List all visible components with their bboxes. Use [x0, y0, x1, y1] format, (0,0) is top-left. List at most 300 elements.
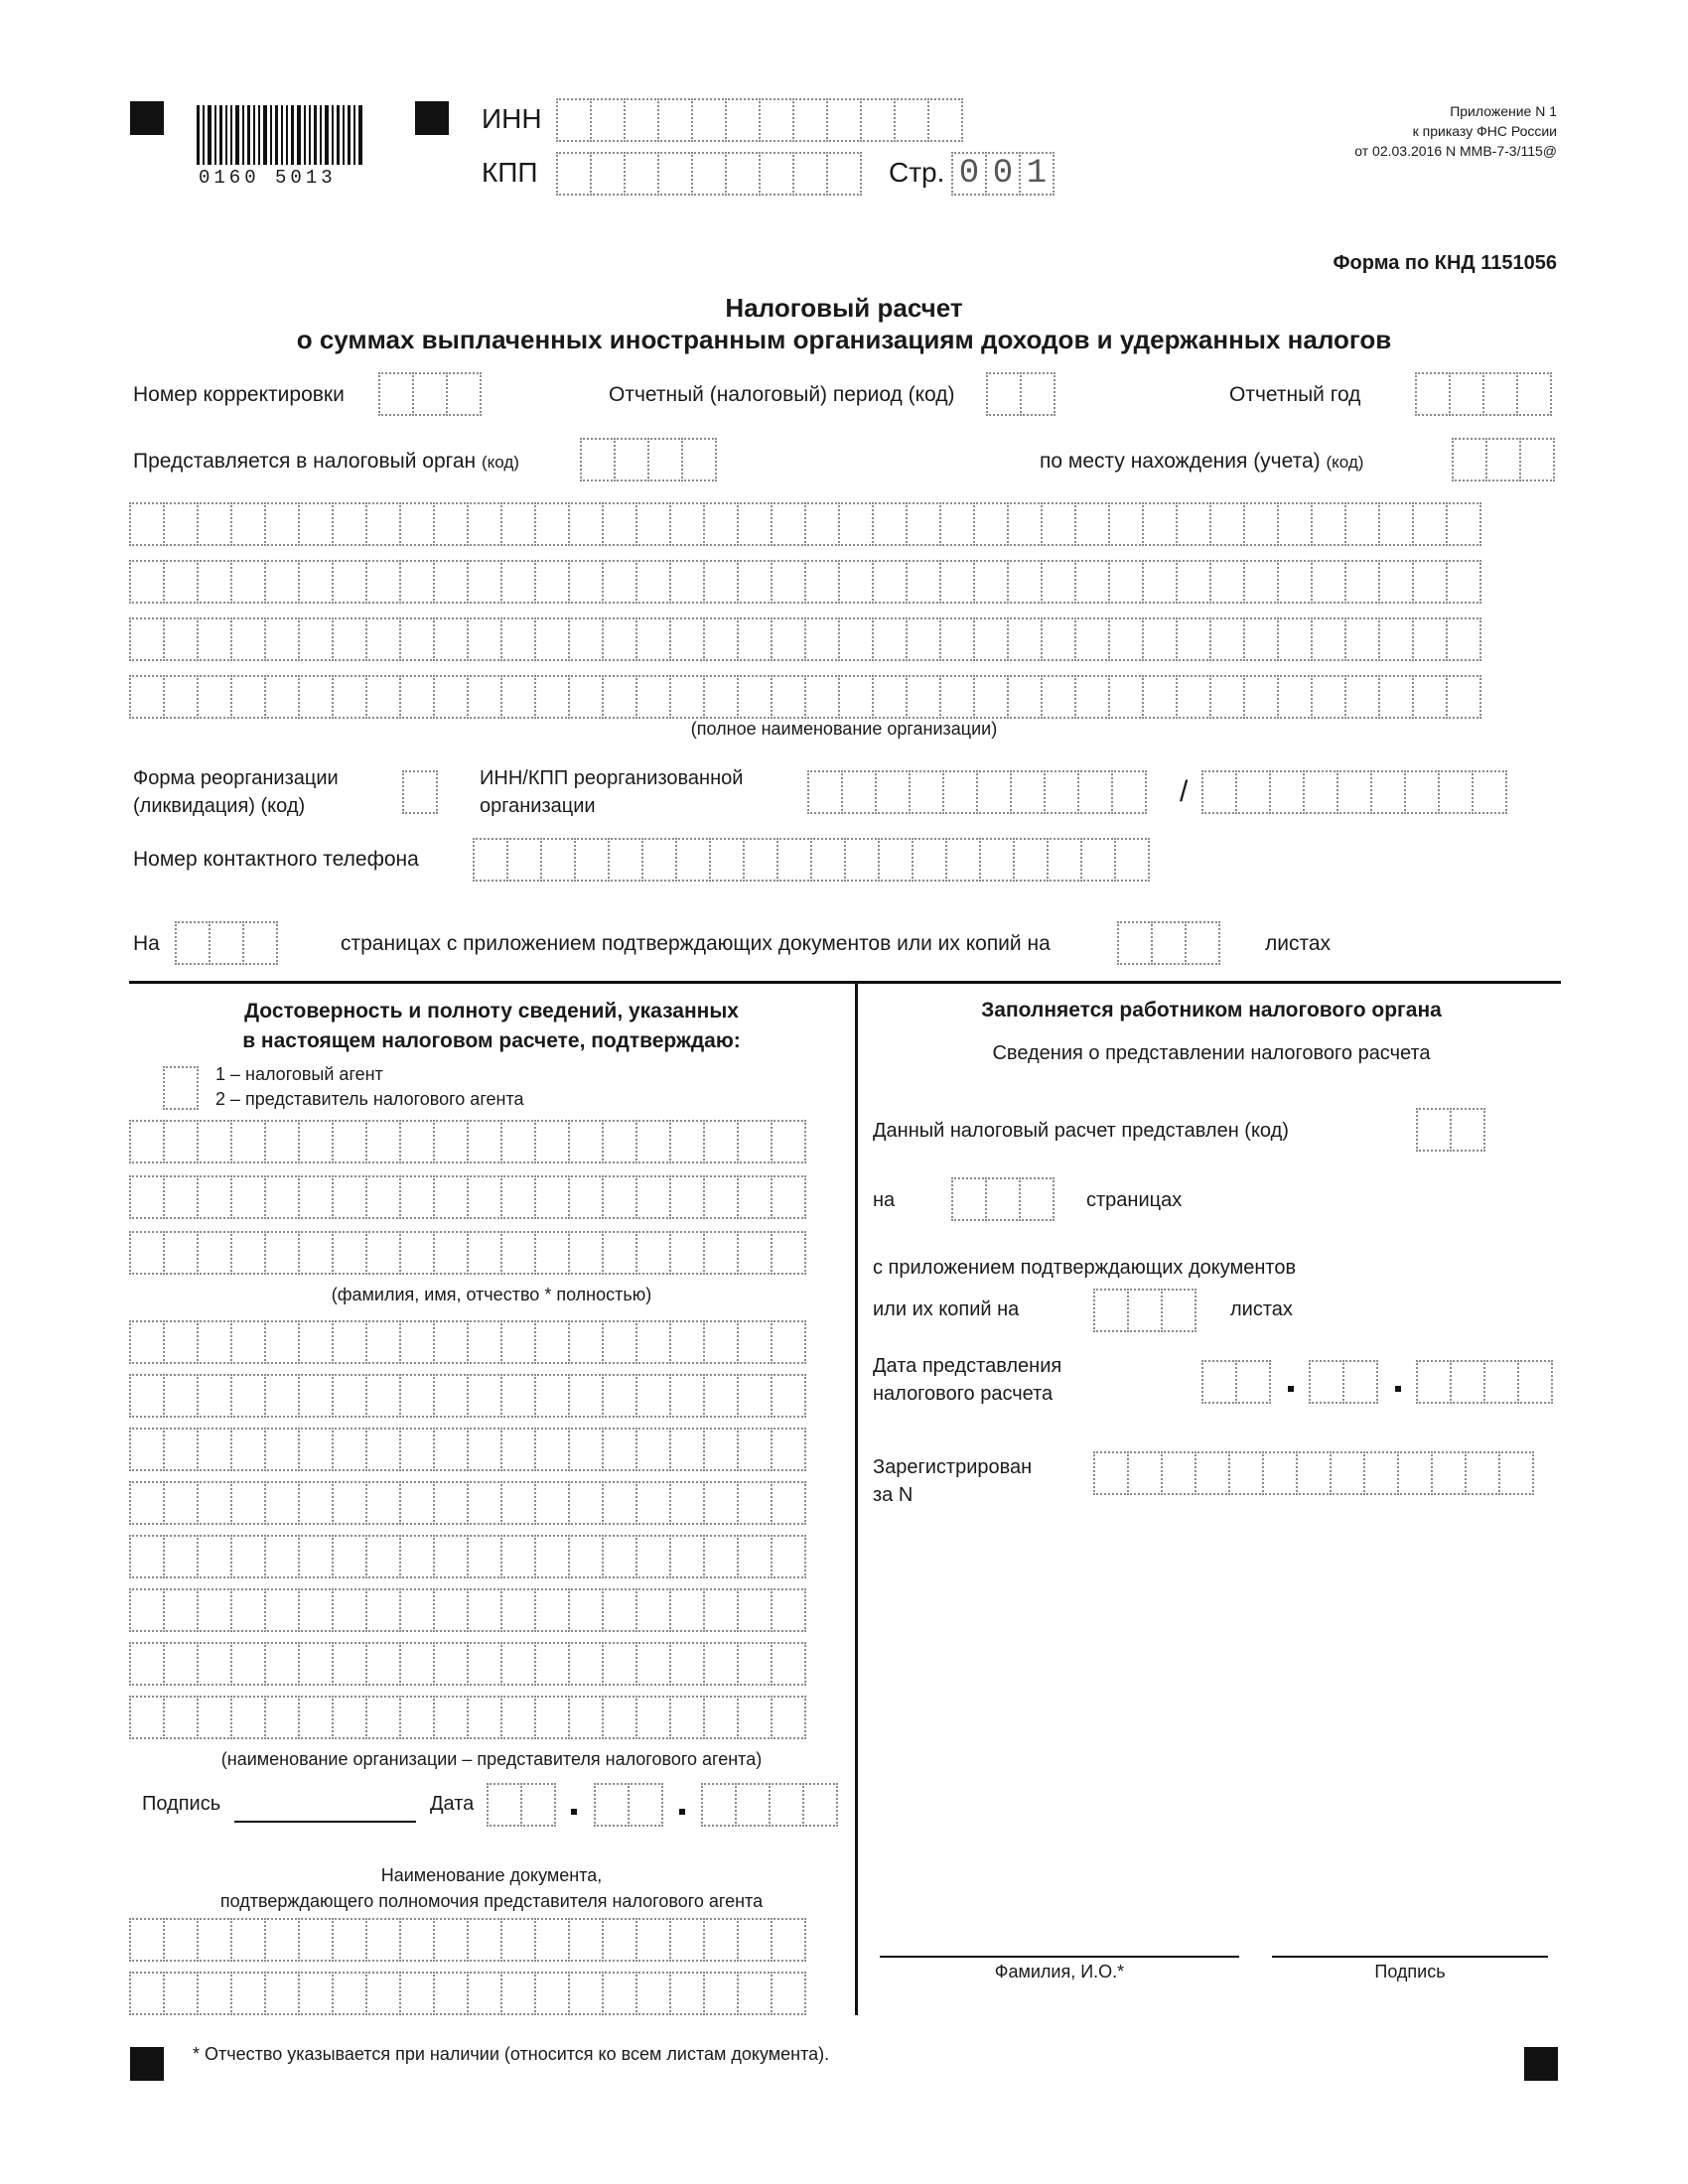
input-cell[interactable] — [703, 1320, 739, 1364]
input-cell[interactable] — [230, 1481, 266, 1525]
input-cell[interactable] — [1446, 617, 1481, 661]
input-cell[interactable] — [298, 675, 334, 719]
input-cell[interactable] — [365, 1320, 401, 1364]
input-cell[interactable] — [1344, 502, 1380, 546]
input-cell[interactable] — [467, 1374, 502, 1418]
input-cell[interactable] — [872, 675, 908, 719]
input-cell[interactable] — [1185, 921, 1220, 965]
input-cell[interactable] — [163, 1231, 199, 1275]
input-cell[interactable] — [163, 560, 199, 604]
input-cell[interactable] — [635, 617, 671, 661]
input-cell[interactable] — [506, 838, 542, 882]
input-cell[interactable] — [568, 1918, 604, 1962]
input-cell[interactable] — [669, 1972, 705, 2015]
input-cell[interactable] — [230, 617, 266, 661]
input-cell[interactable] — [872, 502, 908, 546]
input-cell[interactable] — [669, 1231, 705, 1275]
input-cell[interactable] — [1077, 770, 1113, 814]
input-cell[interactable] — [197, 1535, 232, 1578]
input-cell[interactable] — [602, 1696, 637, 1739]
input-cell[interactable] — [365, 1588, 401, 1632]
input-cell[interactable] — [737, 1320, 773, 1364]
input-cell[interactable] — [129, 1588, 165, 1632]
input-cell[interactable] — [669, 675, 705, 719]
input-cell[interactable] — [635, 1972, 671, 2015]
input-cell[interactable] — [197, 1588, 232, 1632]
input-cell[interactable] — [365, 1374, 401, 1418]
org-name-row-3[interactable] — [129, 617, 1479, 661]
input-cell[interactable] — [332, 1120, 367, 1163]
input-cell[interactable] — [1114, 838, 1150, 882]
input-cell[interactable] — [951, 1177, 987, 1221]
input-cell[interactable] — [365, 1972, 401, 2015]
input-cell[interactable] — [467, 1588, 502, 1632]
input-cell[interactable] — [681, 438, 717, 481]
input-cell[interactable] — [534, 1972, 570, 2015]
input-cell[interactable] — [602, 1972, 637, 2015]
input-cell[interactable] — [737, 675, 773, 719]
input-cell[interactable] — [500, 1918, 536, 1962]
input-cell[interactable] — [568, 502, 604, 546]
input-cell[interactable] — [635, 1320, 671, 1364]
input-cell[interactable] — [743, 838, 778, 882]
input-cell[interactable] — [737, 560, 773, 604]
right-date-year[interactable] — [1416, 1360, 1551, 1404]
input-cell[interactable] — [1161, 1451, 1196, 1495]
input-cell[interactable] — [264, 617, 300, 661]
fio-row-2[interactable] — [129, 1175, 804, 1219]
input-cell[interactable] — [1378, 502, 1414, 546]
input-cell[interactable] — [771, 560, 806, 604]
input-cell[interactable] — [534, 1481, 570, 1525]
input-cell[interactable] — [838, 675, 874, 719]
input-cell[interactable] — [771, 1642, 806, 1686]
input-cell[interactable] — [230, 1374, 266, 1418]
input-cell[interactable] — [1277, 560, 1313, 604]
input-cell[interactable] — [602, 1428, 637, 1471]
phone-cells[interactable] — [473, 838, 1148, 882]
input-cell[interactable] — [365, 617, 401, 661]
input-cell[interactable] — [1449, 372, 1484, 416]
input-cell[interactable] — [264, 1972, 300, 2015]
input-cell[interactable] — [520, 1783, 556, 1827]
input-cell[interactable] — [433, 1374, 469, 1418]
input-cell[interactable] — [1074, 675, 1110, 719]
input-cell[interactable] — [844, 838, 880, 882]
input-cell[interactable] — [467, 1918, 502, 1962]
input-cell[interactable] — [1309, 1360, 1344, 1404]
input-cell[interactable] — [1311, 675, 1346, 719]
input-cell[interactable] — [669, 1175, 705, 1219]
org-rep-row-4[interactable] — [129, 1481, 804, 1525]
input-cell[interactable] — [467, 1175, 502, 1219]
input-cell[interactable] — [568, 1120, 604, 1163]
input-cell[interactable] — [1482, 372, 1518, 416]
input-cell[interactable] — [759, 152, 794, 196]
input-cell[interactable] — [1296, 1451, 1332, 1495]
input-cell[interactable] — [433, 1320, 469, 1364]
input-cell[interactable] — [1412, 675, 1448, 719]
input-cell[interactable] — [635, 1642, 671, 1686]
input-cell[interactable] — [556, 152, 592, 196]
input-cell[interactable] — [635, 1535, 671, 1578]
input-cell[interactable] — [1195, 1451, 1230, 1495]
input-cell[interactable] — [500, 1481, 536, 1525]
input-cell[interactable] — [1093, 1289, 1129, 1332]
input-cell[interactable] — [298, 1374, 334, 1418]
input-cell[interactable] — [534, 617, 570, 661]
input-cell[interactable] — [433, 1642, 469, 1686]
input-cell[interactable] — [771, 1481, 806, 1525]
input-cell[interactable] — [467, 1972, 502, 2015]
input-cell[interactable] — [771, 675, 806, 719]
input-cell[interactable] — [230, 1972, 266, 2015]
input-cell[interactable] — [635, 502, 671, 546]
input-cell[interactable] — [433, 1696, 469, 1739]
input-cell[interactable] — [264, 1175, 300, 1219]
input-cell[interactable] — [602, 560, 637, 604]
input-cell[interactable] — [602, 1231, 637, 1275]
input-cell[interactable] — [635, 1175, 671, 1219]
input-cell[interactable] — [230, 1642, 266, 1686]
right-date-month[interactable] — [1309, 1360, 1376, 1404]
input-cell[interactable] — [635, 1231, 671, 1275]
input-cell[interactable] — [332, 675, 367, 719]
input-cell[interactable] — [701, 1783, 737, 1827]
input-cell[interactable] — [703, 502, 739, 546]
input-cell[interactable] — [810, 838, 846, 882]
input-cell[interactable] — [735, 1783, 771, 1827]
input-cell[interactable] — [230, 560, 266, 604]
input-cell[interactable] — [973, 560, 1009, 604]
input-cell[interactable] — [298, 617, 334, 661]
input-cell[interactable] — [568, 1428, 604, 1471]
input-cell[interactable] — [534, 1642, 570, 1686]
input-cell[interactable] — [433, 1481, 469, 1525]
input-cell[interactable] — [402, 770, 438, 814]
input-cell[interactable] — [737, 1642, 773, 1686]
input-cell[interactable] — [365, 1120, 401, 1163]
input-cell[interactable] — [500, 560, 536, 604]
input-cell[interactable] — [467, 1120, 502, 1163]
input-cell[interactable] — [365, 1428, 401, 1471]
input-cell[interactable] — [909, 770, 944, 814]
right-pages-cells[interactable] — [951, 1177, 1053, 1221]
input-cell[interactable] — [771, 1428, 806, 1471]
input-cell[interactable] — [487, 1783, 522, 1827]
inn-cells[interactable] — [556, 98, 961, 142]
input-cell[interactable] — [771, 1535, 806, 1578]
input-cell[interactable] — [500, 502, 536, 546]
input-cell[interactable] — [590, 152, 626, 196]
input-cell[interactable] — [838, 560, 874, 604]
input-cell[interactable] — [826, 98, 862, 142]
input-cell[interactable] — [691, 152, 727, 196]
input-cell[interactable] — [433, 502, 469, 546]
input-cell[interactable] — [433, 1175, 469, 1219]
input-cell[interactable] — [1108, 560, 1144, 604]
input-cell[interactable] — [365, 502, 401, 546]
input-cell[interactable] — [635, 1374, 671, 1418]
input-cell[interactable] — [230, 1696, 266, 1739]
input-cell[interactable] — [197, 502, 232, 546]
input-cell[interactable] — [703, 1231, 739, 1275]
input-cell[interactable] — [771, 1320, 806, 1364]
input-cell[interactable] — [1450, 1108, 1485, 1152]
input-cell[interactable] — [635, 1588, 671, 1632]
input-cell[interactable] — [175, 921, 211, 965]
input-cell[interactable] — [872, 560, 908, 604]
input-cell[interactable] — [602, 1374, 637, 1418]
sheets-count-cells[interactable] — [1117, 921, 1218, 965]
input-cell[interactable] — [1243, 560, 1279, 604]
input-cell[interactable] — [1438, 770, 1474, 814]
input-cell[interactable] — [703, 1642, 739, 1686]
input-cell[interactable] — [860, 98, 896, 142]
input-cell[interactable] — [1108, 675, 1144, 719]
input-cell[interactable] — [657, 98, 693, 142]
input-cell[interactable] — [163, 1642, 199, 1686]
input-cell[interactable] — [669, 502, 705, 546]
kpp-cells[interactable] — [556, 152, 860, 196]
input-cell[interactable] — [669, 617, 705, 661]
input-cell[interactable] — [635, 1428, 671, 1471]
input-cell[interactable] — [556, 98, 592, 142]
input-cell[interactable] — [534, 1918, 570, 1962]
input-cell[interactable] — [1041, 560, 1076, 604]
input-cell[interactable] — [163, 1120, 199, 1163]
input-cell[interactable] — [129, 1481, 165, 1525]
input-cell[interactable] — [1176, 617, 1211, 661]
input-cell[interactable] — [298, 1588, 334, 1632]
input-cell[interactable] — [332, 1588, 367, 1632]
input-cell[interactable] — [986, 372, 1022, 416]
input-cell[interactable] — [230, 1535, 266, 1578]
input-cell[interactable] — [669, 1696, 705, 1739]
input-cell[interactable] — [500, 1374, 536, 1418]
input-cell[interactable] — [703, 1481, 739, 1525]
input-cell[interactable] — [939, 675, 975, 719]
input-cell[interactable] — [669, 1535, 705, 1578]
input-cell[interactable] — [332, 1918, 367, 1962]
input-cell[interactable] — [197, 1696, 232, 1739]
input-cell[interactable] — [264, 502, 300, 546]
input-cell[interactable] — [641, 838, 677, 882]
input-cell[interactable] — [298, 1175, 334, 1219]
input-cell[interactable] — [1446, 675, 1481, 719]
input-cell[interactable] — [568, 1374, 604, 1418]
input-cell[interactable] — [264, 1320, 300, 1364]
input-cell[interactable] — [624, 152, 659, 196]
input-cell[interactable] — [163, 1696, 199, 1739]
input-cell[interactable] — [635, 1481, 671, 1525]
input-cell[interactable] — [703, 617, 739, 661]
input-cell[interactable] — [1363, 1451, 1399, 1495]
input-cell[interactable] — [725, 98, 761, 142]
input-cell[interactable] — [163, 1535, 199, 1578]
location-cells[interactable] — [1452, 438, 1553, 481]
input-cell[interactable] — [1311, 617, 1346, 661]
input-cell[interactable] — [703, 1918, 739, 1962]
input-cell[interactable] — [129, 1320, 165, 1364]
input-cell[interactable] — [500, 1588, 536, 1632]
input-cell[interactable] — [804, 675, 840, 719]
correction-number-cells[interactable] — [378, 372, 480, 416]
input-cell[interactable] — [534, 1320, 570, 1364]
registered-cells[interactable] — [1093, 1451, 1532, 1495]
input-cell[interactable] — [804, 560, 840, 604]
input-cell[interactable] — [467, 1320, 502, 1364]
input-cell[interactable] — [197, 1120, 232, 1163]
input-cell[interactable] — [163, 1175, 199, 1219]
input-cell[interactable] — [467, 1428, 502, 1471]
input-cell[interactable] — [433, 1428, 469, 1471]
input-cell[interactable] — [602, 1642, 637, 1686]
input-cell[interactable] — [1516, 372, 1552, 416]
reporting-year-cells[interactable] — [1415, 372, 1550, 416]
input-cell[interactable] — [298, 1120, 334, 1163]
input-cell[interactable] — [534, 675, 570, 719]
input-cell[interactable] — [298, 560, 334, 604]
input-cell[interactable] — [624, 98, 659, 142]
input-cell[interactable] — [568, 1642, 604, 1686]
input-cell[interactable] — [602, 1481, 637, 1525]
input-cell[interactable] — [1209, 502, 1245, 546]
input-cell[interactable] — [230, 675, 266, 719]
input-cell[interactable] — [737, 1535, 773, 1578]
officer-fio-line[interactable] — [880, 1956, 1239, 1958]
input-cell[interactable] — [230, 1320, 266, 1364]
input-cell[interactable] — [1007, 560, 1043, 604]
left-date-month[interactable] — [594, 1783, 661, 1827]
org-rep-row-3[interactable] — [129, 1428, 804, 1471]
input-cell[interactable] — [129, 1428, 165, 1471]
input-cell[interactable] — [298, 1918, 334, 1962]
input-cell[interactable] — [534, 1175, 570, 1219]
input-cell[interactable] — [129, 1120, 165, 1163]
input-cell[interactable] — [976, 770, 1012, 814]
input-cell[interactable] — [1074, 617, 1110, 661]
input-cell[interactable] — [412, 372, 448, 416]
input-cell[interactable] — [568, 1231, 604, 1275]
input-cell[interactable] — [129, 617, 165, 661]
org-name-row-1[interactable] — [129, 502, 1479, 546]
input-cell[interactable] — [197, 1428, 232, 1471]
input-cell[interactable] — [669, 560, 705, 604]
input-cell[interactable] — [804, 617, 840, 661]
input-cell[interactable] — [365, 1481, 401, 1525]
input-cell[interactable] — [737, 1175, 773, 1219]
input-cell[interactable] — [1412, 617, 1448, 661]
input-cell[interactable] — [264, 560, 300, 604]
input-cell[interactable] — [1142, 560, 1178, 604]
input-cell[interactable] — [703, 1535, 739, 1578]
input-cell[interactable] — [628, 1783, 663, 1827]
input-cell[interactable] — [1446, 502, 1481, 546]
input-cell[interactable] — [602, 1320, 637, 1364]
input-cell[interactable] — [771, 1918, 806, 1962]
reorg-form-cells[interactable] — [402, 770, 436, 814]
input-cell[interactable] — [332, 617, 367, 661]
input-cell[interactable] — [197, 1918, 232, 1962]
org-name-row-4[interactable] — [129, 675, 1479, 719]
pages-count-cells[interactable] — [175, 921, 276, 965]
input-cell[interactable] — [500, 1428, 536, 1471]
input-cell[interactable] — [737, 1918, 773, 1962]
input-cell[interactable] — [197, 1320, 232, 1364]
input-cell[interactable] — [129, 1642, 165, 1686]
input-cell[interactable] — [1485, 438, 1521, 481]
input-cell[interactable] — [807, 770, 843, 814]
input-cell[interactable] — [1450, 1360, 1485, 1404]
input-cell[interactable] — [771, 1696, 806, 1739]
input-cell[interactable] — [1412, 560, 1448, 604]
input-cell[interactable] — [1416, 1108, 1452, 1152]
input-cell[interactable] — [230, 1588, 266, 1632]
input-cell[interactable] — [365, 1642, 401, 1686]
input-cell[interactable] — [635, 560, 671, 604]
fio-row-3[interactable] — [129, 1231, 804, 1275]
input-cell[interactable] — [1201, 770, 1237, 814]
input-cell[interactable] — [230, 1120, 266, 1163]
right-sheets-cells[interactable] — [1093, 1289, 1195, 1332]
input-cell[interactable] — [197, 1642, 232, 1686]
input-cell[interactable] — [163, 1320, 199, 1364]
input-cell[interactable] — [298, 1972, 334, 2015]
input-cell[interactable] — [590, 98, 626, 142]
input-cell[interactable] — [399, 675, 435, 719]
input-cell[interactable] — [973, 617, 1009, 661]
input-cell[interactable] — [197, 1231, 232, 1275]
input-cell[interactable] — [1111, 770, 1147, 814]
input-cell[interactable] — [298, 1231, 334, 1275]
input-cell[interactable] — [433, 1918, 469, 1962]
input-cell[interactable] — [737, 1231, 773, 1275]
input-cell[interactable] — [1007, 502, 1043, 546]
input-cell[interactable] — [230, 1918, 266, 1962]
fio-row-1[interactable] — [129, 1120, 804, 1163]
input-cell[interactable] — [534, 1588, 570, 1632]
input-cell[interactable] — [1243, 675, 1279, 719]
input-cell[interactable] — [163, 1972, 199, 2015]
input-cell[interactable] — [737, 1481, 773, 1525]
input-cell[interactable] — [129, 1231, 165, 1275]
input-cell[interactable] — [298, 1642, 334, 1686]
input-cell[interactable] — [129, 675, 165, 719]
input-cell[interactable] — [332, 1535, 367, 1578]
input-cell[interactable] — [467, 502, 502, 546]
input-cell[interactable] — [467, 1696, 502, 1739]
input-cell[interactable] — [230, 1175, 266, 1219]
input-cell[interactable] — [365, 560, 401, 604]
input-cell[interactable] — [332, 560, 367, 604]
reorg-kpp-cells[interactable] — [1201, 770, 1505, 814]
input-cell[interactable] — [802, 1783, 838, 1827]
input-cell[interactable] — [163, 1428, 199, 1471]
input-cell[interactable] — [771, 1120, 806, 1163]
input-cell[interactable] — [602, 1175, 637, 1219]
input-cell[interactable] — [1080, 838, 1116, 882]
input-cell[interactable] — [1235, 770, 1271, 814]
input-cell[interactable] — [939, 560, 975, 604]
org-rep-row-8[interactable] — [129, 1696, 804, 1739]
input-cell[interactable] — [769, 1783, 804, 1827]
input-cell[interactable] — [1415, 372, 1451, 416]
input-cell[interactable] — [906, 675, 941, 719]
input-cell[interactable] — [534, 1428, 570, 1471]
reorg-inn-cells[interactable] — [807, 770, 1145, 814]
input-cell[interactable] — [534, 1696, 570, 1739]
